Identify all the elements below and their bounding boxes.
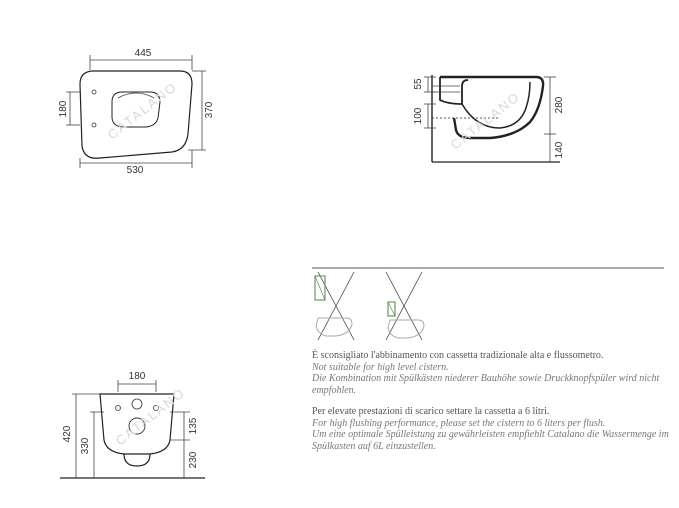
- side-dim-280-label: 280: [554, 96, 565, 114]
- plan-depth-right-label: 370: [204, 101, 215, 119]
- front-height-135-label: 135: [188, 417, 199, 435]
- watermark-front: CATALANO: [112, 384, 189, 449]
- note2-german: Um eine optimale Spülleistung zu gewährleisten empfiehlt Catalano die Wassermenge im Spülkasten auf 6L einzustellen.: [312, 429, 669, 452]
- plan-view: [58, 48, 215, 176]
- plan-width-bottom-label: 530: [126, 165, 144, 176]
- note1-italian: È sconsigliato l'abbinamento con cassetta tradizionale alta e flussometro.: [312, 350, 604, 361]
- front-height-230-label: 230: [188, 451, 199, 469]
- front-height-330-label: 330: [80, 437, 91, 455]
- front-view: [60, 371, 205, 478]
- plan-depth-left-label: 180: [58, 100, 69, 118]
- watermark-side: CATALANO: [447, 88, 524, 153]
- notes-illustrations: [312, 268, 664, 340]
- notes-block: [312, 350, 672, 452]
- side-dim-100-label: 100: [413, 107, 424, 125]
- front-width-top-label: 180: [128, 371, 146, 382]
- plan-width-top-label: 445: [134, 48, 152, 59]
- front-height-420-label: 420: [62, 425, 73, 443]
- watermark-plan: CATALANO: [104, 78, 181, 143]
- note1-english: Not suitable for high level cistern.: [312, 361, 449, 373]
- note2-english: For high flushing performance, please set the cistern to 6 liters per flush.: [312, 417, 606, 429]
- side-view: [413, 75, 565, 162]
- side-dim-140-label: 140: [554, 141, 565, 159]
- high-cistern-crossed-icon: [315, 272, 354, 340]
- note2-italian: Per elevate prestazioni di scarico settare la cassetta a 6 litri.: [312, 406, 550, 417]
- flush-valve-crossed-icon: [386, 272, 424, 340]
- side-dim-55-label: 55: [413, 78, 424, 90]
- note1-german: Die Kombination mit Spülkästen niederer Bauhöhe sowie Druckknopfspüler wird nicht empfohlen.: [312, 373, 660, 396]
